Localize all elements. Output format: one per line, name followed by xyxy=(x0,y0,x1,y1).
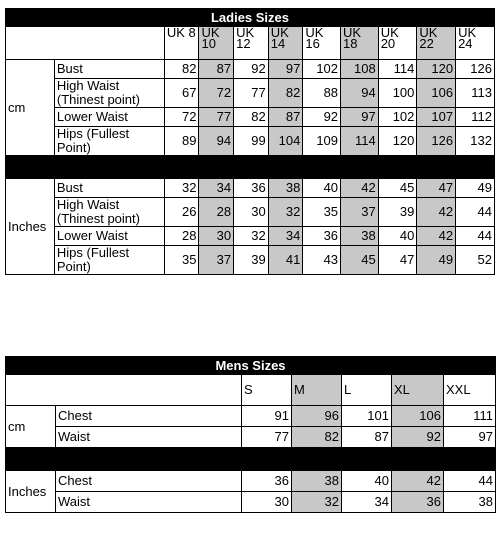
table-row xyxy=(6,492,496,513)
size-value-cell: 87 xyxy=(342,427,392,448)
size-value-cell: 36 xyxy=(234,179,269,198)
measurement-label: Hips (Fullest Point) xyxy=(54,127,164,156)
unit-label: cm xyxy=(6,406,56,448)
size-value-cell: 32 xyxy=(164,179,199,198)
size-value-cell: 39 xyxy=(234,246,269,275)
size-value-cell: 94 xyxy=(199,127,234,156)
header-blank-cell xyxy=(6,375,242,406)
size-value-cell: 37 xyxy=(341,198,379,227)
size-value-cell: 109 xyxy=(303,127,341,156)
size-header: UK 24 xyxy=(456,27,495,60)
size-value-cell: 47 xyxy=(378,246,417,275)
size-value-cell: 72 xyxy=(164,108,199,127)
mens-inches-section xyxy=(6,471,496,513)
size-value-cell: 87 xyxy=(199,60,234,79)
ladies-table-title: Ladies Sizes xyxy=(6,9,495,27)
size-value-cell: 28 xyxy=(199,198,234,227)
size-value-cell: 40 xyxy=(378,227,417,246)
ladies-inches-section xyxy=(6,179,495,275)
measurement-label: High Waist (Thinest point) xyxy=(54,79,164,108)
size-header: UK 20 xyxy=(378,27,417,60)
size-value-cell: 108 xyxy=(341,60,379,79)
table-row xyxy=(6,198,495,227)
size-value-cell: 38 xyxy=(341,227,379,246)
size-value-cell: 32 xyxy=(292,492,342,513)
size-value-cell: 45 xyxy=(341,246,379,275)
size-value-cell: 72 xyxy=(199,79,234,108)
size-value-cell: 28 xyxy=(164,227,199,246)
size-header: UK 18 xyxy=(341,27,379,60)
measurement-label: Lower Waist xyxy=(54,227,164,246)
size-value-cell: 120 xyxy=(378,127,417,156)
table-row xyxy=(6,406,496,427)
size-value-cell: 96 xyxy=(292,406,342,427)
size-value-cell: 94 xyxy=(341,79,379,108)
size-value-cell: 35 xyxy=(303,198,341,227)
size-value-cell: 106 xyxy=(417,79,456,108)
size-value-cell: 97 xyxy=(268,60,303,79)
size-value-cell: 111 xyxy=(444,406,496,427)
measurement-label: Chest xyxy=(56,406,242,427)
size-value-cell: 89 xyxy=(164,127,199,156)
size-value-cell: 38 xyxy=(268,179,303,198)
size-value-cell: 41 xyxy=(268,246,303,275)
size-value-cell: 44 xyxy=(456,198,495,227)
size-value-cell: 36 xyxy=(303,227,341,246)
size-value-cell: 91 xyxy=(242,406,292,427)
measurement-label: Waist xyxy=(56,492,242,513)
size-value-cell: 97 xyxy=(444,427,496,448)
unit-label: Inches xyxy=(6,179,55,275)
ladies-cm-section xyxy=(6,60,495,156)
size-value-cell: 38 xyxy=(292,471,342,492)
size-value-cell: 92 xyxy=(234,60,269,79)
size-value-cell: 106 xyxy=(392,406,444,427)
size-header: L xyxy=(342,375,392,406)
size-header: M xyxy=(292,375,342,406)
size-value-cell: 82 xyxy=(268,79,303,108)
size-value-cell: 32 xyxy=(234,227,269,246)
size-value-cell: 102 xyxy=(303,60,341,79)
measurement-label: High Waist (Thinest point) xyxy=(54,198,164,227)
size-value-cell: 45 xyxy=(378,179,417,198)
size-header: UK 22 xyxy=(417,27,456,60)
measurement-label: Lower Waist xyxy=(54,108,164,127)
measurement-label: Hips (Fullest Point) xyxy=(54,246,164,275)
size-value-cell: 114 xyxy=(378,60,417,79)
size-value-cell: 97 xyxy=(341,108,379,127)
size-header: UK 16 xyxy=(303,27,341,60)
measurement-label: Bust xyxy=(54,60,164,79)
size-value-cell: 34 xyxy=(268,227,303,246)
size-value-cell: 42 xyxy=(417,198,456,227)
size-value-cell: 44 xyxy=(456,227,495,246)
size-value-cell: 102 xyxy=(378,108,417,127)
size-value-cell: 26 xyxy=(164,198,199,227)
size-value-cell: 100 xyxy=(378,79,417,108)
mens-table-title: Mens Sizes xyxy=(6,357,496,375)
size-header: UK 12 xyxy=(234,27,269,60)
ladies-size-table xyxy=(5,8,495,275)
size-value-cell: 49 xyxy=(456,179,495,198)
unit-label: cm xyxy=(6,60,55,156)
size-value-cell: 52 xyxy=(456,246,495,275)
size-value-cell: 49 xyxy=(417,246,456,275)
size-value-cell: 82 xyxy=(292,427,342,448)
table-row xyxy=(6,471,496,492)
size-value-cell: 126 xyxy=(417,127,456,156)
size-value-cell: 87 xyxy=(268,108,303,127)
size-value-cell: 42 xyxy=(417,227,456,246)
size-value-cell: 132 xyxy=(456,127,495,156)
mens-cm-section xyxy=(6,406,496,448)
size-header: UK 8 xyxy=(164,27,199,60)
size-value-cell: 112 xyxy=(456,108,495,127)
size-value-cell: 36 xyxy=(242,471,292,492)
size-value-cell: 104 xyxy=(268,127,303,156)
size-value-cell: 42 xyxy=(392,471,444,492)
size-header: XXL xyxy=(444,375,496,406)
mens-size-table xyxy=(5,356,496,513)
size-value-cell: 101 xyxy=(342,406,392,427)
size-value-cell: 34 xyxy=(199,179,234,198)
size-value-cell: 114 xyxy=(341,127,379,156)
size-value-cell: 113 xyxy=(456,79,495,108)
size-value-cell: 88 xyxy=(303,79,341,108)
size-value-cell: 77 xyxy=(242,427,292,448)
table-row xyxy=(6,179,495,198)
size-value-cell: 126 xyxy=(456,60,495,79)
size-value-cell: 92 xyxy=(392,427,444,448)
table-row xyxy=(6,108,495,127)
table-row xyxy=(6,79,495,108)
size-value-cell: 120 xyxy=(417,60,456,79)
size-value-cell: 40 xyxy=(342,471,392,492)
table-row xyxy=(6,227,495,246)
size-value-cell: 32 xyxy=(268,198,303,227)
table-row xyxy=(6,427,496,448)
table-row xyxy=(6,246,495,275)
size-value-cell: 30 xyxy=(234,198,269,227)
table-row xyxy=(6,127,495,156)
size-value-cell: 43 xyxy=(303,246,341,275)
size-value-cell: 77 xyxy=(234,79,269,108)
measurement-label: Waist xyxy=(56,427,242,448)
size-value-cell: 36 xyxy=(392,492,444,513)
size-header: UK 14 xyxy=(268,27,303,60)
size-value-cell: 39 xyxy=(378,198,417,227)
size-value-cell: 35 xyxy=(164,246,199,275)
size-value-cell: 82 xyxy=(164,60,199,79)
size-value-cell: 99 xyxy=(234,127,269,156)
size-value-cell: 67 xyxy=(164,79,199,108)
size-value-cell: 38 xyxy=(444,492,496,513)
size-value-cell: 47 xyxy=(417,179,456,198)
measurement-label: Chest xyxy=(56,471,242,492)
size-value-cell: 30 xyxy=(199,227,234,246)
size-value-cell: 42 xyxy=(341,179,379,198)
size-header: UK 10 xyxy=(199,27,234,60)
size-header: S xyxy=(242,375,292,406)
measurement-label: Bust xyxy=(54,179,164,198)
size-value-cell: 44 xyxy=(444,471,496,492)
size-value-cell: 30 xyxy=(242,492,292,513)
size-value-cell: 107 xyxy=(417,108,456,127)
size-value-cell: 77 xyxy=(199,108,234,127)
size-value-cell: 92 xyxy=(303,108,341,127)
table-row xyxy=(6,60,495,79)
size-value-cell: 82 xyxy=(234,108,269,127)
size-header: XL xyxy=(392,375,444,406)
section-separator xyxy=(6,448,496,471)
size-value-cell: 37 xyxy=(199,246,234,275)
unit-label: Inches xyxy=(6,471,56,513)
section-separator xyxy=(6,156,495,179)
size-value-cell: 40 xyxy=(303,179,341,198)
size-value-cell: 34 xyxy=(342,492,392,513)
header-blank-cell xyxy=(6,27,165,60)
